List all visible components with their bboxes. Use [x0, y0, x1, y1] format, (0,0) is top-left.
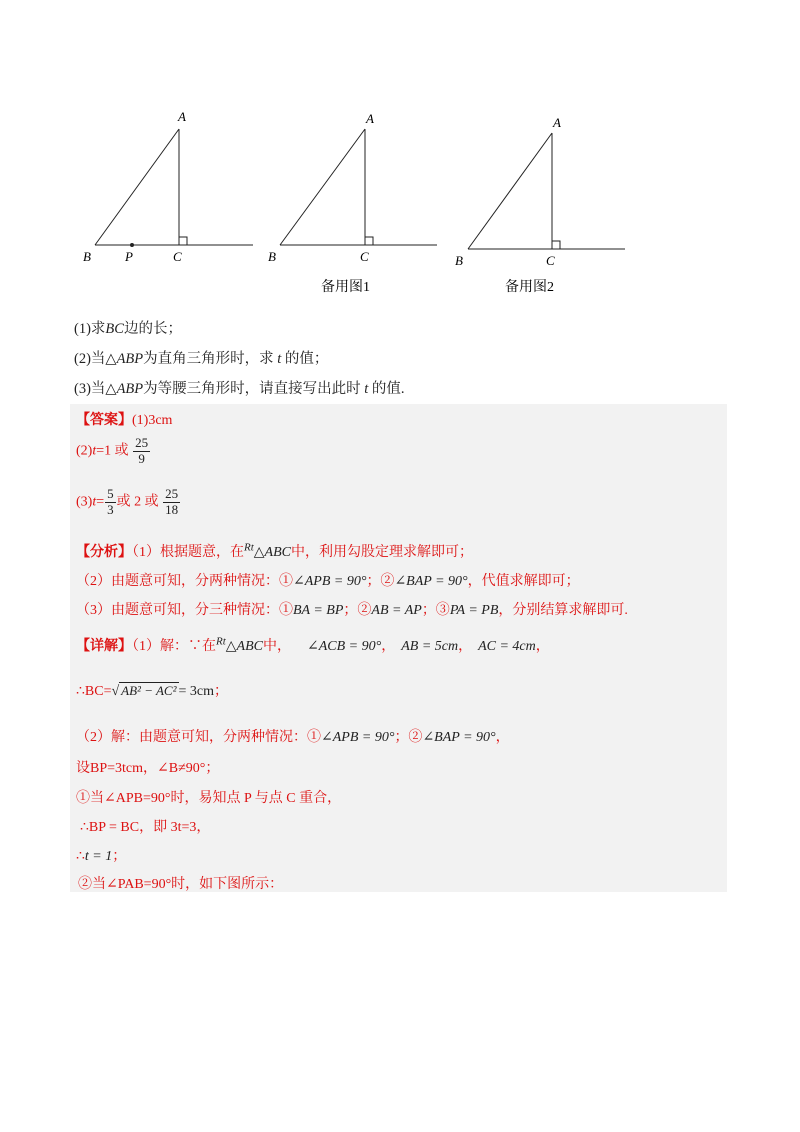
a3-prefix: (3): [76, 494, 93, 510]
dt-d2-a: ∴BC=: [76, 684, 112, 699]
a2-t: t: [92, 443, 97, 459]
analysis-tag: 【分析】: [76, 545, 132, 560]
fig2-label-b: B: [455, 253, 463, 268]
dt-d1-sep-1: ，: [381, 639, 396, 654]
answer-tag: 【答案】: [76, 413, 132, 428]
dt-d3-m1: ∠APB = 90°: [321, 730, 395, 745]
detail-line-8: [76, 873, 283, 893]
fig2-caption: 备用图2: [505, 280, 554, 295]
dt-d1-a: （1）解：∵在: [132, 639, 216, 654]
detail-line-5: [76, 787, 341, 807]
analysis-line-3: [76, 599, 628, 619]
dt-d1-m3: AC = 4cm: [478, 639, 536, 654]
analysis-line-1: [76, 541, 473, 561]
q3-suffix: 的值.: [371, 381, 405, 397]
detail-line-1: [76, 635, 550, 655]
q3-mid: 为等腰三角形时，请直接写出此时: [143, 381, 361, 397]
question-3: [74, 377, 405, 398]
question-2: [74, 347, 328, 368]
an-l2-a: （2）由题意可知，分两种情况：①: [76, 574, 293, 589]
a3-d2: 18: [165, 501, 179, 517]
sqrt-expression: √ AB² − AC²: [111, 683, 177, 700]
figures-svg: [75, 105, 645, 305]
q3-prefix: (3)当△: [74, 381, 117, 397]
a3-t: t: [92, 494, 97, 510]
q3-t: t: [364, 381, 369, 397]
figure-backup-1: [268, 111, 437, 295]
a3-d1: 3: [107, 501, 114, 517]
dt-d1-m1: ∠ACB = 90°: [307, 639, 382, 654]
fig0-label-c: C: [173, 249, 182, 264]
figure-main: [83, 109, 253, 264]
a2-fraction: [133, 436, 150, 467]
detail-line-2: [76, 680, 228, 700]
a3-fraction-1: [105, 487, 116, 518]
q2-suffix: 的值；: [284, 351, 329, 367]
question-1: [74, 317, 182, 338]
a2-den: 9: [138, 450, 145, 466]
dt-d4: 设BP=3tcm，∠B≠90°；: [76, 761, 220, 776]
analysis-line-2: [76, 570, 580, 590]
a3-n2: 25: [165, 486, 179, 501]
a3-n1: 5: [107, 486, 114, 501]
dt-d1-tri: △ABC: [225, 639, 263, 654]
an-l2-m1: ∠APB = 90°: [293, 574, 367, 589]
figure-backup-2: [455, 115, 625, 295]
dt-d2-rad: AB² − AC²: [121, 683, 177, 699]
an-l3-m1: BA = BP: [293, 603, 344, 618]
answer-line-1: [76, 409, 172, 429]
an-l1-tri: △ABC: [253, 545, 291, 560]
dt-d2-c: ；: [214, 684, 228, 699]
detail-line-3: [76, 726, 510, 746]
answer-1: (1)3cm: [132, 413, 173, 428]
dt-d1-b: 中，: [263, 639, 291, 654]
dt-d5: ①当∠APB=90°时，易知点 P 与点 C 重合，: [76, 791, 342, 806]
an-l3-a: （3）由题意可知，分三种情况：①: [76, 603, 293, 618]
detail-line-7: [76, 845, 126, 865]
answer-line-3: [76, 487, 181, 518]
dt-d8: ②当∠PAB=90°时，如下图所示：: [78, 877, 284, 892]
dt-d1-sep-2: ，: [458, 639, 473, 654]
dt-d6: ∴BP = BC，即 3t=3，: [80, 820, 211, 835]
answer-line-2: [76, 436, 151, 467]
an-l3-m3: PA = PB: [449, 603, 499, 618]
fig2-label-a: A: [553, 115, 561, 130]
a3-fraction-2: [163, 487, 180, 518]
dt-d7-b: ；: [112, 849, 127, 864]
dt-d1-sep-3: ，: [535, 639, 550, 654]
detail-line-6: [76, 816, 210, 836]
a2-num: 25: [135, 435, 149, 450]
detail-line-4: [76, 757, 219, 777]
an-l1-rt: Rt: [244, 541, 254, 554]
dt-d3-m2: ∠BAP = 90°: [422, 730, 496, 745]
dt-d3-c: ，: [495, 730, 510, 745]
an-l3-d: ，分别结算求解即可.: [498, 603, 628, 618]
fig0-label-b: B: [83, 249, 91, 264]
dt-d7-m: t = 1: [84, 849, 113, 864]
an-l2-b: ；②: [366, 574, 395, 589]
q2-var: ABP: [116, 351, 144, 367]
q2-t: t: [277, 351, 282, 367]
q2-prefix: (2)当△: [74, 351, 117, 367]
an-l3-b: ；②: [343, 603, 372, 618]
fig1-label-b: B: [268, 249, 276, 264]
a2-mid: =1 或: [96, 443, 129, 459]
fig2-label-c: C: [546, 253, 555, 268]
a3-mid: 或 2 或: [116, 494, 159, 510]
dt-d1-rt: Rt: [216, 635, 226, 648]
dt-d3-a: （2）解：由题意可知，分两种情况：①: [76, 730, 321, 745]
q1-prefix: (1)求: [74, 321, 106, 337]
dt-d7-a: ∴: [76, 849, 85, 864]
fig1-caption: 备用图1: [321, 280, 370, 295]
detail-tag: 【详解】: [76, 639, 132, 654]
a2-prefix: (2): [76, 443, 93, 459]
q2-mid: 为直角三角形时，求: [143, 351, 274, 367]
an-l2-m2: ∠BAP = 90°: [394, 574, 468, 589]
fig0-label-p: P: [125, 249, 133, 264]
an-l2-c: ，代值求解即可；: [467, 574, 580, 589]
q1-var: BC: [105, 321, 124, 337]
an-l1-a: （1）根据题意，在: [132, 545, 244, 560]
an-l3-m2: AB = AP: [371, 603, 422, 618]
fig0-label-a: A: [178, 109, 186, 124]
a3-eq: =: [96, 494, 105, 510]
q1-suffix: 边的长；: [123, 321, 182, 337]
triangle-figures: [75, 105, 645, 305]
an-l1-b: 中，利用勾股定理求解即可；: [291, 545, 473, 560]
fig1-label-c: C: [360, 249, 369, 264]
dt-d3-b: ；②: [394, 730, 423, 745]
dt-d2-b: = 3cm: [178, 684, 214, 699]
fig1-label-a: A: [366, 111, 374, 126]
an-l3-c: ；③: [421, 603, 450, 618]
q3-var: ABP: [116, 381, 144, 397]
dt-d1-m2: AB = 5cm: [401, 639, 459, 654]
